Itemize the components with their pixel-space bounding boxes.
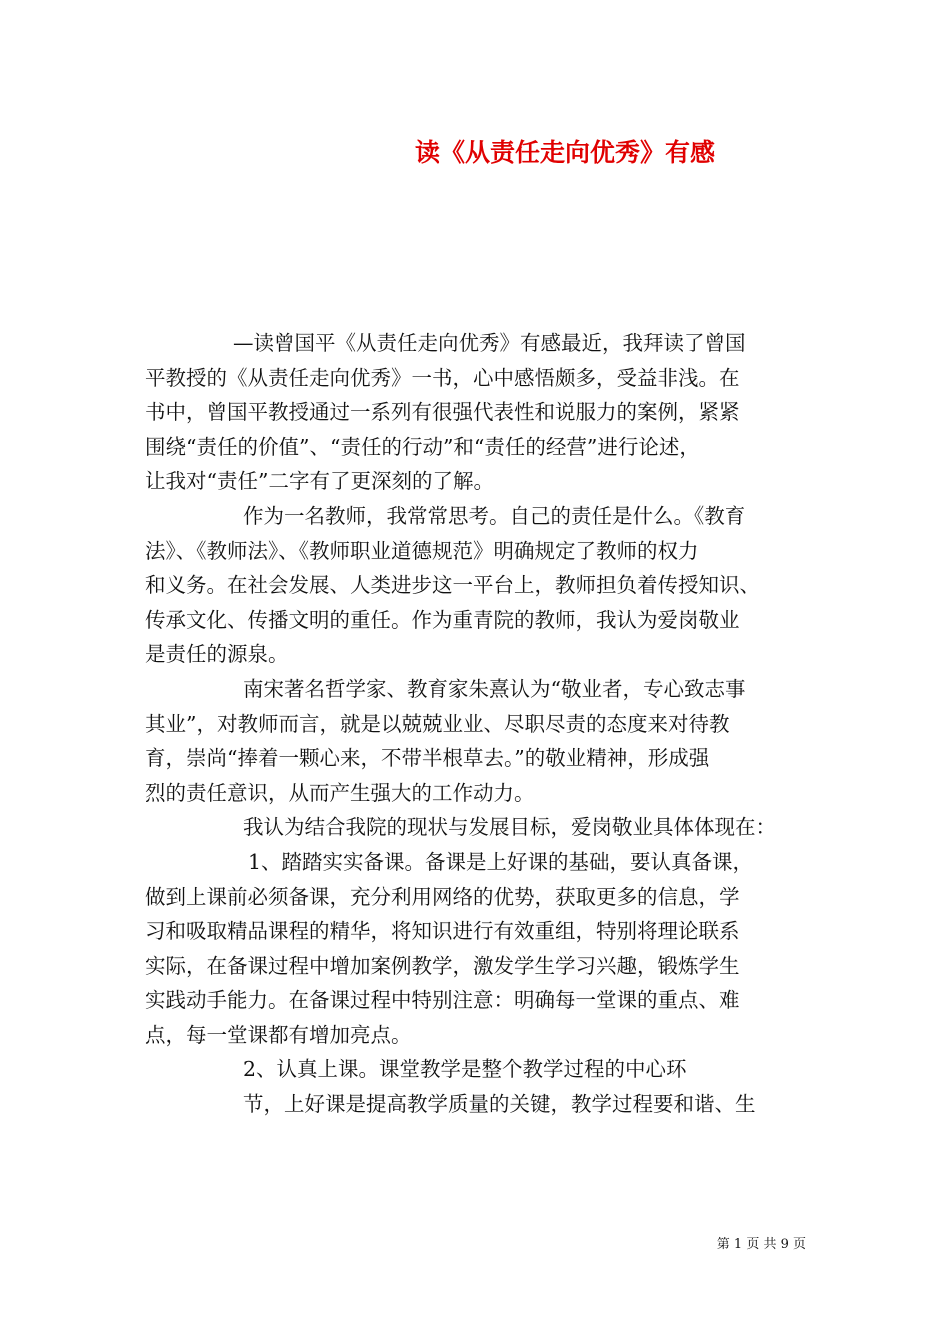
text-line: 实际，在备课过程中增加案例教学，激发学生学习兴趣，锻炼学生 — [145, 953, 740, 978]
text-line: 习和吸取精品课程的精华，将知识进行有效重组，特别将理论联系 — [145, 919, 740, 944]
text-line: —读曾国平《从责任走向优秀》有感最近，我拜读了曾国 — [233, 331, 746, 355]
text-line: 书中，曾国平教授通过一系列有很强代表性和说服力的案例，紧紧 — [145, 400, 740, 425]
text-line: 做到上课前必须备课，充分利用网络的优势，获取更多的信息，学 — [145, 884, 740, 909]
text-line: 作为一名教师，我常常思考。自己的责任是什么。《教育 — [243, 503, 746, 528]
text-line: 和义务。在社会发展、人类进步这一平台上，教师担负着传授知识、 — [145, 573, 760, 598]
text-line: 2、认真上课。课堂教学是整个教学过程的中心环 — [243, 1057, 687, 1082]
text-line: 烈的责任意识，从而产生强大的工作动力。 — [145, 780, 535, 805]
text-line: 平教授的《从责任走向优秀》一书，心中感悟颇多，受益非浅。在 — [145, 365, 740, 390]
text-line: 传承文化、传播文明的重任。作为重青院的教师，我认为爱岗敬业 — [145, 607, 740, 632]
text-line: 节，上好课是提高教学质量的关键，教学过程要和谐、生 — [243, 1092, 756, 1117]
text-line: 1、踏踏实实备课。备课是上好课的基础，要认真备课， — [248, 849, 754, 874]
text-line: 让我对“责任”二字有了更深刻的了解。 — [145, 469, 494, 494]
text-line: 实践动手能力。在备课过程中特别注意：明确每一堂课的重点、难 — [145, 988, 740, 1013]
text-line: 育，崇尚“捧着一颗心来，不带半根草去。”的敬业精神，形成强 — [145, 746, 710, 771]
document-body — [145, 326, 810, 1122]
page-footer: 第 1 页 共 9 页 — [716, 1237, 806, 1252]
text-line: 我认为结合我院的现状与发展目标，爱岗敬业具体体现在： — [243, 815, 776, 840]
text-line: 围绕“责任的价值”、“责任的行动”和“责任的经营”进行论述， — [145, 434, 700, 459]
text-line: 南宋著名哲学家、教育家朱熹认为“敬业者，专心致志事 — [243, 676, 746, 701]
text-line: 其业”，对教师而言，就是以兢兢业业、尽职尽责的态度来对待教 — [145, 711, 730, 736]
text-line: 是责任的源泉。 — [145, 642, 289, 667]
text-line: 法》、《教师法》、《教师职业道德规范》明确规定了教师的权力 — [145, 538, 699, 563]
document-title: 读《从责任走向优秀》有感 — [414, 138, 715, 167]
text-line: 点，每一堂课都有增加亮点。 — [145, 1022, 412, 1047]
